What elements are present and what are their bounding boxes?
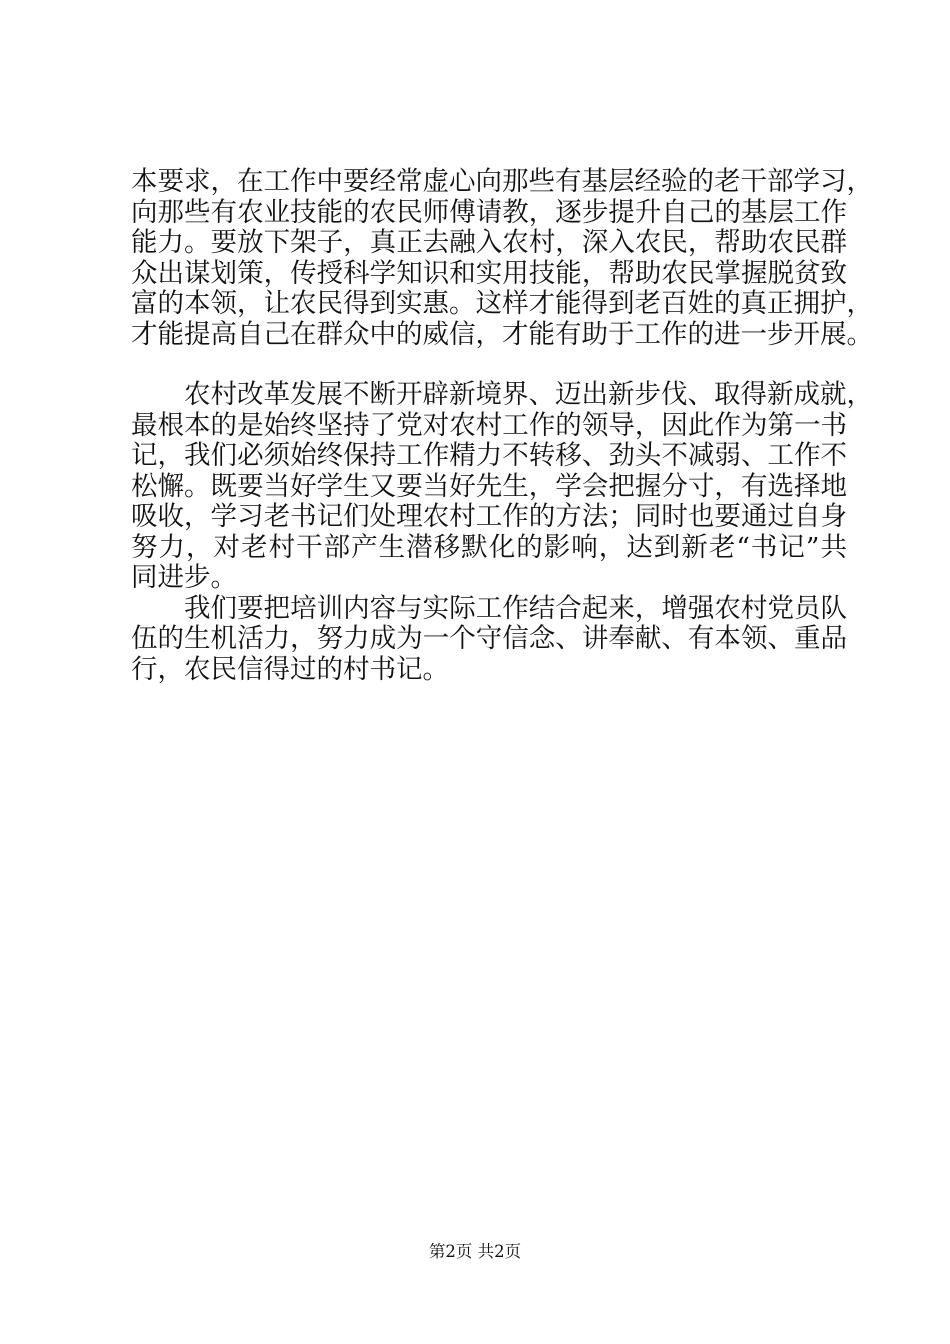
text-line: 伍的生机活力，努力成为一个守信念、讲奉献、有本领、重品 <box>131 623 847 654</box>
text-line: 能力。要放下架子，真正去融入农村，深入农民，帮助农民群 <box>131 227 847 258</box>
text-line: 才能提高自己在群众中的威信，才能有助于工作的进一步开展。 <box>131 318 873 350</box>
document-body <box>131 166 873 685</box>
text-line: 我们要把培训内容与实际工作结合起来，增强农村党员队 <box>184 592 847 624</box>
text-line: 记，我们必须始终保持工作精力不转移、劲头不减弱、工作不 <box>131 440 847 471</box>
text-line: 行，农民信得过的村书记。 <box>131 653 449 685</box>
text-line: 吸收，学习老书记们处理农村工作的方法；同时也要通过自身 <box>131 501 847 532</box>
text-line: 富的本领，让农民得到实惠。这样才能得到老百姓的真正拥护， <box>131 288 873 319</box>
text-line: 农村改革发展不断开辟新境界、迈出新步伐、取得新成就， <box>184 379 873 410</box>
text-line: 本要求，在工作中要经常虚心向那些有基层经验的老干部学习， <box>131 166 873 197</box>
text-line: 同进步。 <box>131 562 237 593</box>
paragraph-3 <box>131 594 847 686</box>
page-footer: 第2页 共2页 <box>428 1242 522 1261</box>
paragraph-spacer <box>131 350 847 380</box>
text-line: 众出谋划策，传授科学知识和实用技能，帮助农民掌握脱贫致 <box>131 257 847 289</box>
text-line: 松懈。既要当好学生又要当好先生，学会把握分寸，有选择地 <box>131 470 847 502</box>
text-line: 向那些有农业技能的农民师傅请教，逐步提升自己的基层工作 <box>131 196 847 228</box>
text-line: 努力，对老村干部产生潜移默化的影响，达到新老“书记”共 <box>131 531 847 563</box>
paragraph-2 <box>131 379 873 594</box>
text-line: 最根本的是始终坚持了党对农村工作的领导，因此作为第一书 <box>131 409 847 441</box>
paragraph-1 <box>131 166 873 350</box>
